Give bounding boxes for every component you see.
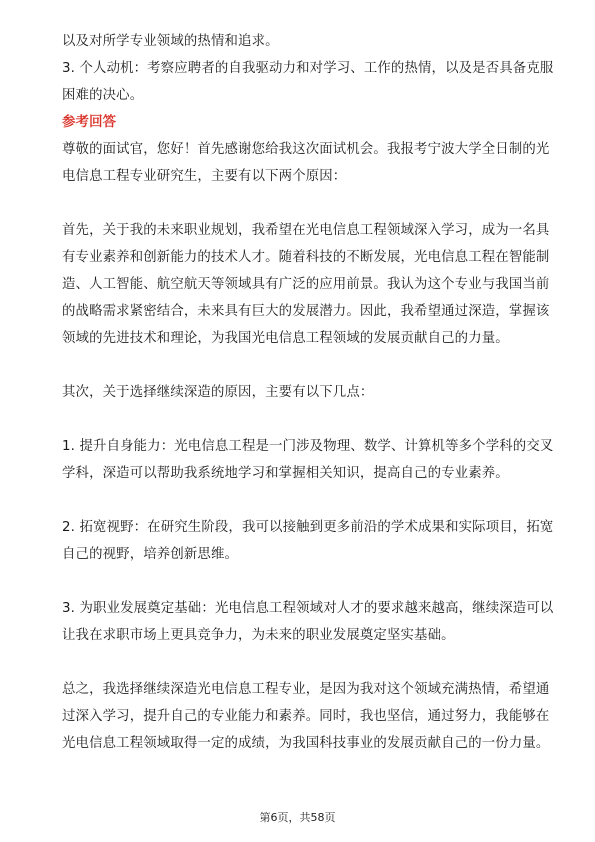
conclusion-line-3: 光电信息工程领域取得一定的成绩，为我国科技事业的发展贡献自己的一份力量。 — [62, 736, 550, 751]
paragraph-second-line-1: 其次，关于选择继续深造的原因，主要有以下几点： — [62, 385, 374, 400]
paragraph-line: 以及对所学专业领域的热情和追求。 — [62, 34, 279, 49]
paragraph-gap — [62, 190, 540, 217]
paragraph-gap — [62, 649, 540, 676]
page-number-footer: 第6页，共58页 — [259, 811, 336, 824]
reason-item-1-line-1: 1. 提升自身能力：光电信息工程是一门涉及物理、数学、计算机等多个学科的交叉 — [62, 439, 554, 454]
criteria-item-3-line-1: 3. 个人动机：考察应聘者的自我驱动力和对学习、工作的热情，以及是否具备克服 — [62, 61, 554, 76]
paragraph-gap — [62, 568, 540, 595]
answer-intro-line-2: 电信息工程专业研究生，主要有以下两个原因： — [62, 169, 347, 184]
conclusion-line-2: 过深入学习，提升自己的专业能力和素养。同时，我也坚信，通过努力，我能够在 — [62, 709, 550, 724]
paragraph-first-line-3: 造、人工智能、航空航天等领域具有广泛的应用前景。我认为这个专业与我国当前 — [62, 277, 550, 292]
reason-item-3-line-1: 3. 为职业发展奠定基础：光电信息工程领域对人才的要求越来越高，继续深造可以 — [62, 601, 554, 616]
conclusion-line-1: 总之，我选择继续深造光电信息工程专业，是因为我对这个领域充满热情，希望通 — [62, 682, 550, 697]
paragraph-first-line-4: 的战略需求紧密结合，未来具有巨大的发展潜力。因此，我希望通过深造，掌握该 — [62, 304, 550, 319]
section-heading: 参考回答 — [62, 115, 117, 130]
paragraph-gap — [62, 487, 540, 514]
reason-item-2-line-2: 自己的视野，培养创新思维。 — [62, 547, 239, 562]
answer-intro-line-1: 尊敬的面试官，您好！首先感谢您给我这次面试机会。我报考宁波大学全日制的光 — [62, 142, 550, 157]
paragraph-gap — [62, 352, 540, 379]
criteria-item-3-line-2: 困难的决心。 — [62, 88, 144, 103]
document-body — [62, 28, 554, 757]
paragraph-first-line-2: 有专业素养和创新能力的技术人才。随着科技的不断发展，光电信息工程在智能制 — [62, 250, 550, 265]
reason-item-1-line-2: 学科，深造可以帮助我系统地学习和掌握相关知识，提高自己的专业素养。 — [62, 466, 509, 481]
paragraph-gap — [62, 406, 540, 433]
reason-item-2-line-1: 2. 拓宽视野：在研究生阶段，我可以接触到更多前沿的学术成果和实际项目，拓宽 — [62, 520, 554, 535]
paragraph-first-line-1: 首先，关于我的未来职业规划，我希望在光电信息工程领域深入学习，成为一名具 — [62, 223, 550, 238]
reason-item-3-line-2: 让我在求职市场上更具竞争力，为未来的职业发展奠定坚实基础。 — [62, 628, 455, 643]
paragraph-first-line-5: 领域的先进技术和理论，为我国光电信息工程领域的发展贡献自己的力量。 — [62, 331, 509, 346]
